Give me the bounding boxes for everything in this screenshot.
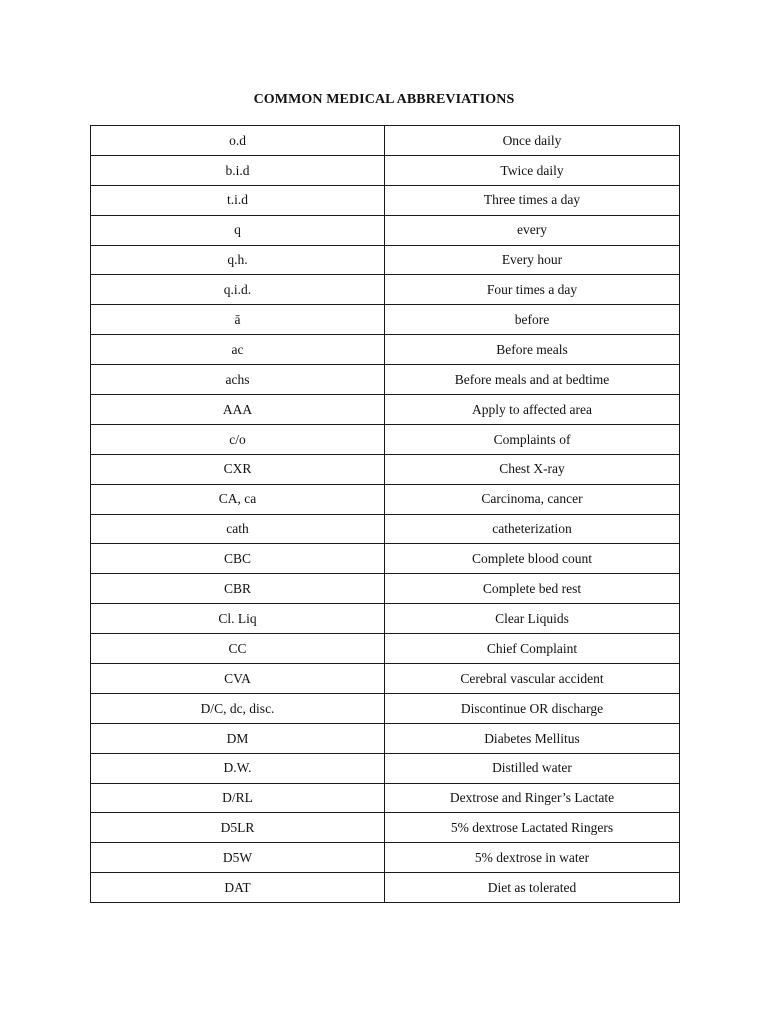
table-row [91, 514, 680, 544]
table-row [91, 215, 680, 245]
abbreviation-cell: achs [91, 365, 385, 395]
meaning-cell: Three times a day [385, 185, 680, 215]
table-row [91, 544, 680, 574]
abbreviations-table [90, 125, 680, 903]
table-row [91, 604, 680, 634]
abbreviation-cell: D5W [91, 843, 385, 873]
abbreviation-cell: b.i.d [91, 155, 385, 185]
meaning-cell: Diet as tolerated [385, 873, 680, 903]
table-row [91, 454, 680, 484]
table-row [91, 305, 680, 335]
table-row [91, 693, 680, 723]
abbreviation-cell: D.W. [91, 753, 385, 783]
meaning-cell: Four times a day [385, 275, 680, 305]
meaning-cell: 5% dextrose in water [385, 843, 680, 873]
meaning-cell: Complaints of [385, 424, 680, 454]
abbreviation-cell: t.i.d [91, 185, 385, 215]
abbreviation-cell: CC [91, 634, 385, 664]
meaning-cell: Clear Liquids [385, 604, 680, 634]
table-row [91, 365, 680, 395]
meaning-cell: Dextrose and Ringer’s Lactate [385, 783, 680, 813]
meaning-cell: catheterization [385, 514, 680, 544]
abbreviation-cell: ā [91, 305, 385, 335]
meaning-cell: Before meals and at bedtime [385, 365, 680, 395]
abbreviation-cell: CBR [91, 574, 385, 604]
meaning-cell: Complete blood count [385, 544, 680, 574]
table-row [91, 813, 680, 843]
meaning-cell: Before meals [385, 335, 680, 365]
meaning-cell: Every hour [385, 245, 680, 275]
meaning-cell: Apply to affected area [385, 395, 680, 425]
meaning-cell: Chief Complaint [385, 634, 680, 664]
table-row [91, 843, 680, 873]
abbreviation-cell: cath [91, 514, 385, 544]
meaning-cell: every [385, 215, 680, 245]
meaning-cell: Chest X-ray [385, 454, 680, 484]
table-row [91, 424, 680, 454]
table-row [91, 634, 680, 664]
table-row [91, 335, 680, 365]
abbreviation-cell: c/o [91, 424, 385, 454]
abbreviation-cell: D5LR [91, 813, 385, 843]
table-row [91, 185, 680, 215]
table-row [91, 753, 680, 783]
abbreviation-cell: CA, ca [91, 484, 385, 514]
meaning-cell: Complete bed rest [385, 574, 680, 604]
meaning-cell: Carcinoma, cancer [385, 484, 680, 514]
table-row [91, 783, 680, 813]
abbreviation-cell: ac [91, 335, 385, 365]
meaning-cell: Once daily [385, 126, 680, 156]
abbreviation-cell: q.h. [91, 245, 385, 275]
abbreviation-cell: CXR [91, 454, 385, 484]
abbreviation-cell: D/RL [91, 783, 385, 813]
meaning-cell: before [385, 305, 680, 335]
table-row [91, 395, 680, 425]
table-row [91, 574, 680, 604]
meaning-cell: 5% dextrose Lactated Ringers [385, 813, 680, 843]
table-row [91, 155, 680, 185]
page-title: COMMON MEDICAL ABBREVIATIONS [253, 92, 515, 107]
abbreviation-cell: q [91, 215, 385, 245]
meaning-cell: Cerebral vascular accident [385, 664, 680, 694]
meaning-cell: Discontinue OR discharge [385, 693, 680, 723]
abbreviation-cell: DM [91, 723, 385, 753]
abbreviation-cell: CVA [91, 664, 385, 694]
abbreviation-cell: q.i.d. [91, 275, 385, 305]
table-row [91, 126, 680, 156]
abbreviation-cell: D/C, dc, disc. [91, 693, 385, 723]
abbreviation-cell: DAT [91, 873, 385, 903]
abbreviation-cell: Cl. Liq [91, 604, 385, 634]
table-body [91, 126, 680, 903]
table-row [91, 873, 680, 903]
table-row [91, 245, 680, 275]
table-row [91, 275, 680, 305]
meaning-cell: Twice daily [385, 155, 680, 185]
table-row [91, 484, 680, 514]
table-row [91, 664, 680, 694]
abbreviation-cell: AAA [91, 395, 385, 425]
meaning-cell: Distilled water [385, 753, 680, 783]
abbreviation-cell: CBC [91, 544, 385, 574]
table-row [91, 723, 680, 753]
meaning-cell: Diabetes Mellitus [385, 723, 680, 753]
abbreviation-cell: o.d [91, 126, 385, 156]
